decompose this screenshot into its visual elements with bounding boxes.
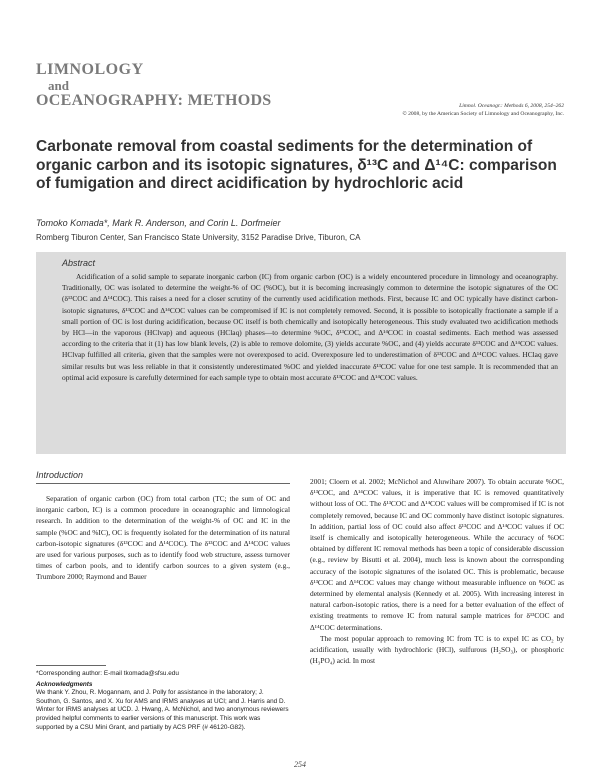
journal-masthead bbox=[36, 62, 272, 109]
intro-paragraph: 2001; Cloern et al. 2002; McNichol and Aluwihare 2007). To obtain accurate %OC, δ¹³COC, and Δ¹⁴COC values, it is imperative that IC is removed quantitatively without loss of OC. The δ¹³COC and Δ¹⁴COC values will be compromised if IC is not completely removed, because IC and OC commonly have distinct isotopic signatures. In addition, partial loss of OC could also affect δ¹³COC and Δ¹⁴COC values if OC itself is chemically and isotopically heterogeneous. While the accuracy of %OC obtained by different IC removal methods has been a topic of considerable discussion (e.g., review by Bisutti et al. 2004), much less is known about the corresponding accuracy of the isotopic signatures of the isolated OC. This is problematic, because δ¹³COC and Δ¹⁴COC values may change without measurable influence on %OC as determined by elemental analysis (Kennedy et al. 2005). With increasing interest in natural carbon-isotopic ratios, there is a need for a better evaluation of the effect of existing treatments to remove IC from natural sample matrices for δ¹³COC and Δ¹⁴COC determinations. bbox=[310, 477, 564, 632]
abstract-heading: Abstract bbox=[62, 258, 96, 268]
page-number: 254 bbox=[294, 760, 306, 769]
journal-name-line2: and bbox=[48, 78, 69, 93]
acknowledgments-heading: Acknowledgments bbox=[36, 680, 93, 688]
introduction-left-column: Separation of organic carbon (OC) from total carbon (TC; the sum of OC and inorganic carbon, IC) is a common procedure in oceanographic and limnological research. In addition to the determination of the weight-% of OC and IC in the sample (%OC and %IC), OC is frequently isolated for the determination of its natural carbon-isotopic signatures (δ¹³COC and Δ¹⁴COC). The δ¹³COC and Δ¹⁴COC values are used for various purposes, such as to identify food web structure, assess turnover times of carbon pools, and to identify carbon sources to a given system (e.g., Trumbore 2000; Raymond and Bauer bbox=[36, 494, 290, 582]
acknowledgments-text: We thank Y. Zhou, R. Mogannam, and J. Polly for assistance in the laboratory; J. Southon, G. Santos, and X. Xu for AMS and IRMS analyses at UCI; and J. Harris and D. Winter for IRMS analyses at UCD. J. Hwang, A. McNichol, and two anonymous reviewers provided helpful comments to earlier versions of this manuscript. This work was supported by a CSU Mini Grant, and partially by ACS PRF (# 46120-G82). bbox=[36, 689, 289, 731]
article-title: Carbonate removal from coastal sediments for the determination of organic carbon and its isotopic signatures, δ¹³C and Δ¹⁴C: comparison of fumigation and direct acidification by hydrochloric acid bbox=[36, 138, 557, 193]
footnotes bbox=[36, 670, 290, 732]
footnote-divider bbox=[36, 665, 106, 666]
citation-line: Limnol. Oceanogr.: Methods 6, 2008, 254–262 bbox=[459, 103, 564, 109]
section-divider bbox=[36, 483, 290, 484]
intro-paragraph: The most popular approach to removing IC from TC is to expel IC as CO₂ by acidification, usually with hydrochloric (HCl), sulfurous (H₂SO₃), or phosphoric (H₃PO₄) acid. In most bbox=[310, 633, 564, 666]
introduction-heading: Introduction bbox=[36, 470, 84, 480]
introduction-right-column bbox=[310, 476, 564, 666]
abstract-text: Acidification of a solid sample to separate inorganic carbon (IC) from organic carbon (OC) is a widely encountered procedure in limnology and oceanography. Traditionally, OC was isolated to determine the weight-% of OC (%OC), but it is becoming increasingly common to determine the isotopic signatures of the OC (δ¹³COC and Δ¹⁴COC). This raises a need for a closer scrutiny of the currently used acidification methods. First, because IC and OC typically have distinct carbon-isotopic signatures, δ¹³COC and Δ¹⁴COC values can be compromised if IC is not completely removed. Second, it is possible to isotopically fractionate a sample if a small portion of OC is lost during acidification, because OC itself is both chemically and isotopically heterogeneous. This study evaluated two acidification methods by HCl—in the vaporous (HClvap) and aqueous (HClaq) phases—to determine %OC, δ¹³COC, and Δ¹⁴COC in coastal sediments. Each method was assessed according to the criteria that it (1) has low blank levels, (2) is able to remove dolomite, (3) yields accurate %OC, and (4) yields accurate δ¹³COC and Δ¹⁴COC values. HClvap fulfilled all criteria, given that the samples were not overexposed to acid. Overexposure led to underestimation of δ¹³COC and Δ¹⁴COC values. HClaq gave similar results but was less reliable in that it consistently underestimated %OC and yielded inaccurate δ¹³COC value for one test sample. It is recommended that an optimal acid exposure is carefully determined for each sample type to obtain most accurate δ¹³COC and Δ¹⁴COC values. bbox=[62, 272, 558, 382]
journal-name-line1: LIMNOLOGY bbox=[36, 61, 144, 78]
journal-name-line3: OCEANOGRAPHY: METHODS bbox=[36, 92, 272, 109]
author-list: Tomoko Komada*, Mark R. Anderson, and Corin L. Dorfmeier bbox=[36, 218, 281, 228]
affiliation: Romberg Tiburon Center, San Francisco State University, 3152 Paradise Drive, Tiburon, CA bbox=[36, 233, 361, 242]
citation-block bbox=[402, 103, 564, 118]
corresponding-author-note: *Corresponding author: E-mail tkomada@sfsu.edu bbox=[36, 670, 179, 677]
copyright-line: © 2008, by the American Society of Limnology and Oceanography, Inc. bbox=[402, 110, 564, 117]
